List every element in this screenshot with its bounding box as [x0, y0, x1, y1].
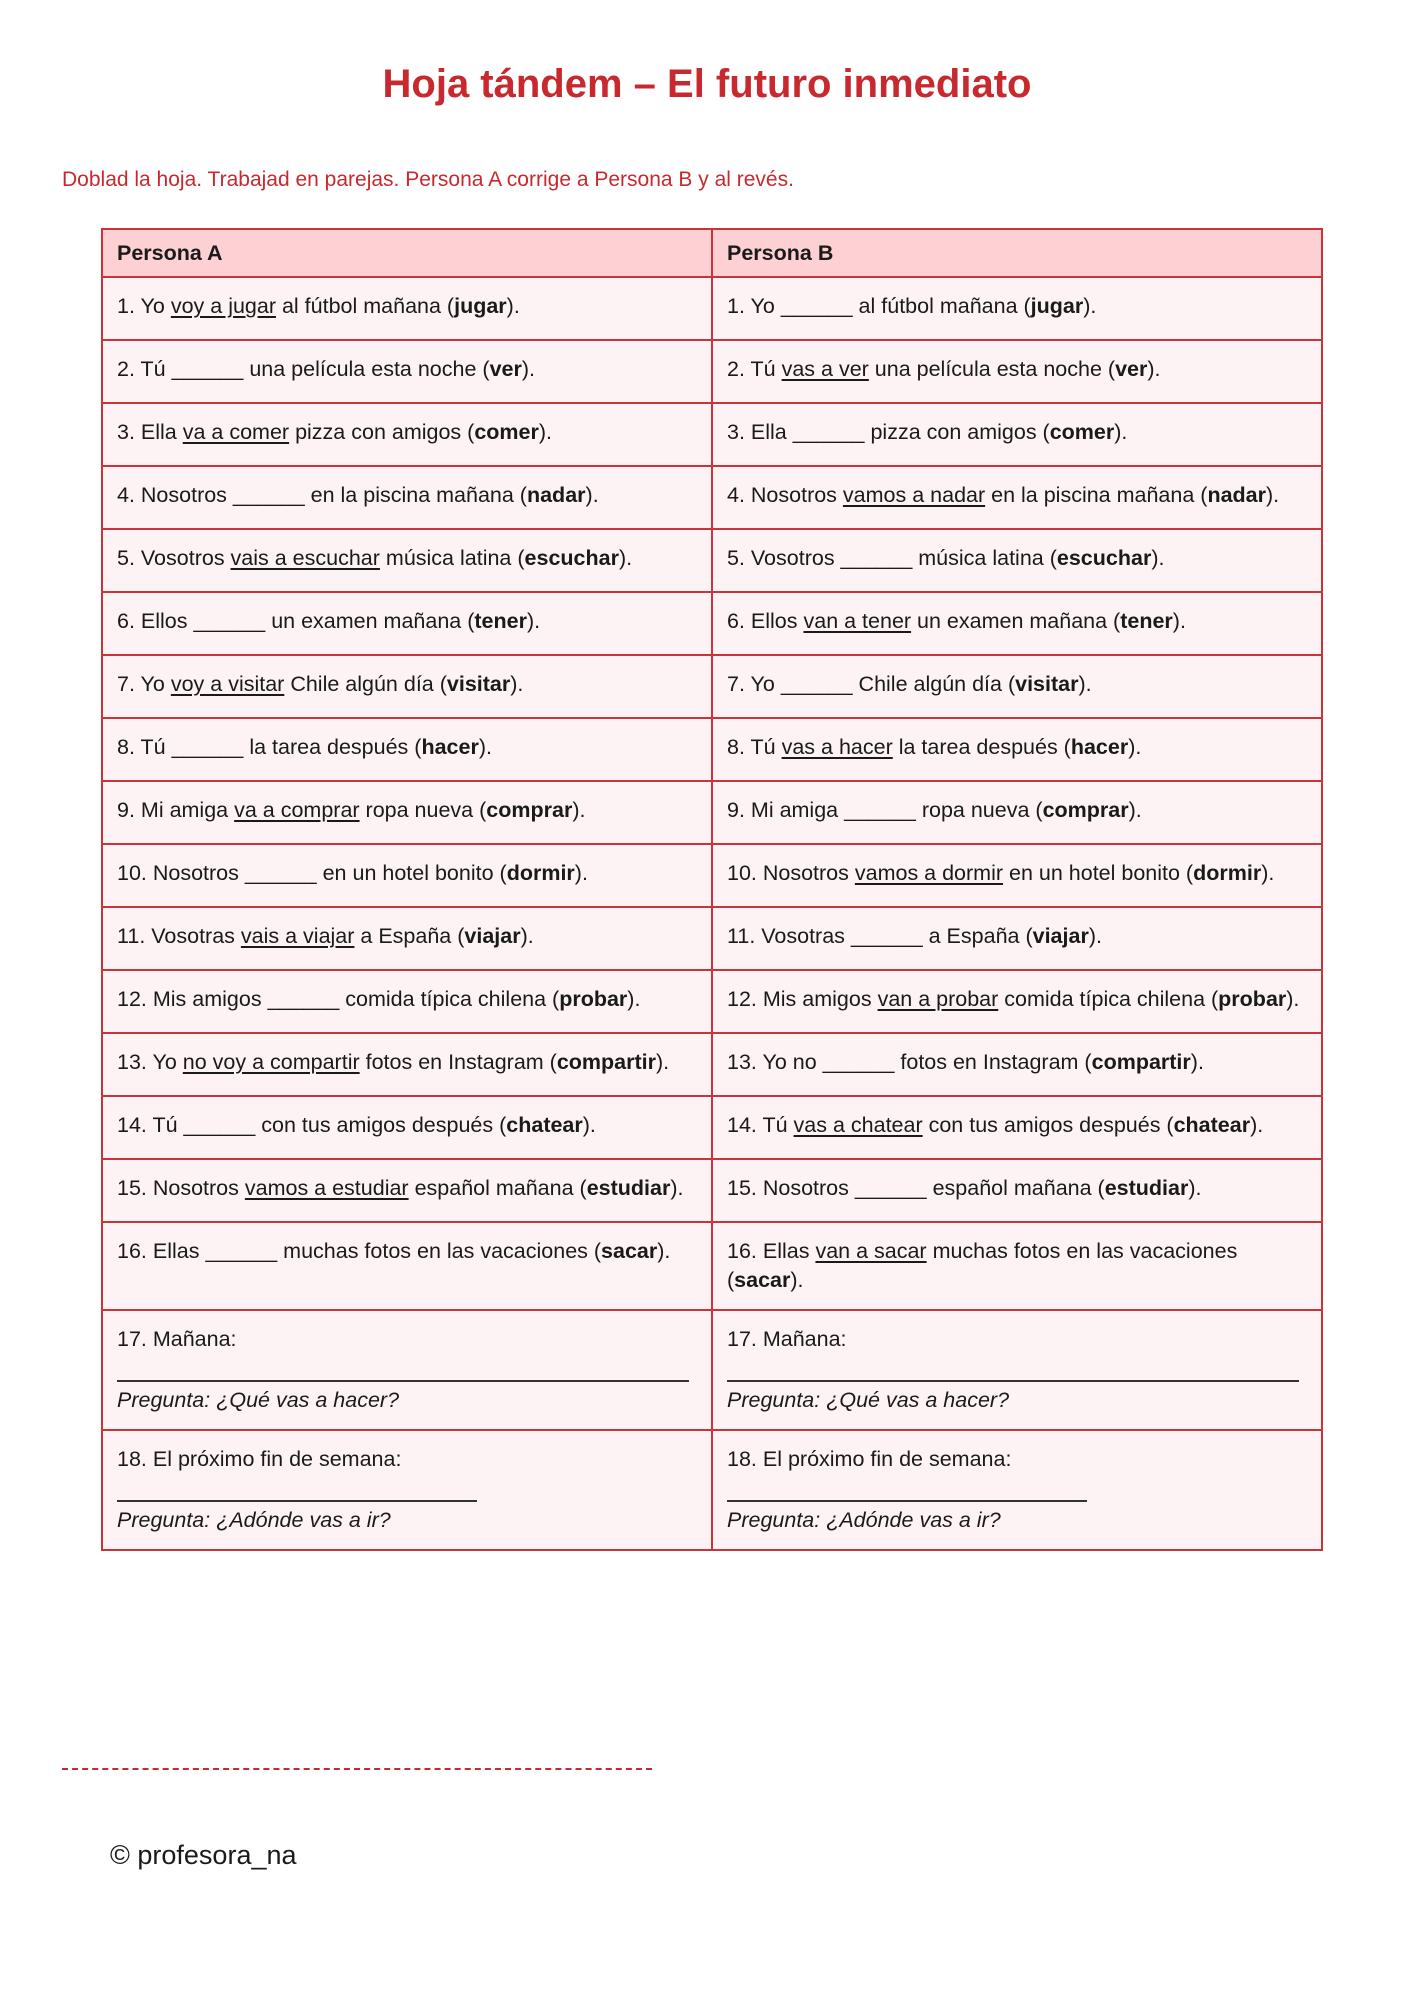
- open-prompt: 17. Mañana:: [727, 1327, 847, 1351]
- answer-line[interactable]: [117, 1354, 689, 1382]
- sentence-cell-b: [712, 1033, 1322, 1096]
- answer: vas a ver: [781, 357, 869, 381]
- sentence-start: 3. Ella: [117, 420, 183, 444]
- sentence-rest: comida típica chilena (: [998, 987, 1219, 1011]
- cut-line: [62, 1768, 652, 1770]
- answer: voy a visitar: [170, 672, 285, 696]
- verb-hint: visitar: [446, 672, 511, 696]
- sentence-rest: muchas fotos en las vacaciones (: [277, 1239, 602, 1263]
- sentence-rest: Chile algún día (: [284, 672, 447, 696]
- blank: ______: [844, 798, 916, 822]
- table-row: [102, 1033, 1322, 1096]
- sentence-cell-a: [102, 718, 712, 781]
- verb-hint: comprar: [1042, 798, 1129, 822]
- answer: vais a viajar: [240, 924, 355, 948]
- verb-hint: escuchar: [524, 546, 619, 570]
- verb-hint: probar: [559, 987, 628, 1011]
- sentence-end: ).: [1088, 924, 1102, 948]
- sentence-start: 9. Mi amiga: [117, 798, 235, 822]
- verb-hint: tener: [474, 609, 527, 633]
- sentence-cell-b: [712, 340, 1322, 403]
- sentence-cell-b: [712, 592, 1322, 655]
- open-prompt: 18. El próximo fin de semana:: [117, 1447, 402, 1471]
- verb-hint: escuchar: [1056, 546, 1152, 570]
- sentence-end: ).: [538, 420, 552, 444]
- sentence-start: 7. Yo: [117, 672, 171, 696]
- table-row: [102, 907, 1322, 970]
- verb-hint: sacar: [734, 1268, 791, 1292]
- sentence-end: ).: [574, 861, 588, 885]
- sentence-start: 11. Vosotras: [117, 924, 241, 948]
- sentence-rest: música latina (: [379, 546, 525, 570]
- sentence-cell-b: [712, 1096, 1322, 1159]
- sentence-end: ).: [627, 987, 641, 1011]
- sentence-start: 10. Nosotros: [727, 861, 855, 885]
- sentence-end: ).: [1114, 420, 1128, 444]
- sentence-cell-b: [712, 970, 1322, 1033]
- verb-hint: comer: [1049, 420, 1115, 444]
- blank: ______: [780, 672, 853, 696]
- sentence-rest: una película esta noche (: [243, 357, 490, 381]
- sentence-rest: español mañana (: [408, 1176, 587, 1200]
- sentence-rest: fotos en Instagram (: [894, 1050, 1092, 1074]
- sentence-rest: al fútbol mañana (: [276, 294, 455, 318]
- answer: va a comprar: [234, 798, 360, 822]
- verb-hint: tener: [1120, 609, 1173, 633]
- sentence-end: ).: [1250, 1113, 1264, 1137]
- sentence-end: ).: [1151, 546, 1165, 570]
- page-title: Hoja tándem – El futuro inmediato: [382, 62, 1032, 106]
- sentence-cell-a: [102, 592, 712, 655]
- answer: van a tener: [803, 609, 912, 633]
- verb-hint: sacar: [601, 1239, 658, 1263]
- question-prompt: Pregunta: ¿Qué vas a hacer?: [117, 1388, 400, 1412]
- sentence-rest: en la piscina mañana (: [304, 483, 527, 507]
- sentence-end: ).: [657, 1239, 671, 1263]
- verb-hint: hacer: [1070, 735, 1129, 759]
- sentence-rest: la tarea después (: [243, 735, 422, 759]
- sentence-start: 6. Ellos: [117, 609, 194, 633]
- verb-hint: chatear: [506, 1113, 583, 1137]
- sentence-cell-b: [712, 1159, 1322, 1222]
- blank: ______: [840, 546, 913, 570]
- table-row: [102, 277, 1322, 340]
- question-prompt: Pregunta: ¿Adónde vas a ir?: [727, 1508, 1001, 1532]
- verb-hint: estudiar: [586, 1176, 671, 1200]
- sentence-rest: español mañana (: [926, 1176, 1105, 1200]
- open-cell-b: [712, 1430, 1322, 1550]
- sentence-cell-b: [712, 781, 1322, 844]
- sentence-end: ).: [1147, 357, 1161, 381]
- sentence-end: ).: [478, 735, 492, 759]
- sentence-cell-a: [102, 1096, 712, 1159]
- sentence-rest: la tarea después (: [892, 735, 1071, 759]
- verb-hint: chatear: [1173, 1113, 1251, 1137]
- sentence-rest: con tus amigos después (: [922, 1113, 1174, 1137]
- sentence-start: 15. Nosotros: [117, 1176, 245, 1200]
- verb-hint: dormir: [1193, 861, 1262, 885]
- blank: ______: [854, 1176, 927, 1200]
- sentence-end: ).: [520, 924, 534, 948]
- answer: vamos a dormir: [854, 861, 1004, 885]
- sentence-start: 4. Nosotros: [117, 483, 233, 507]
- answer: no voy a compartir: [182, 1050, 360, 1074]
- sentence-end: ).: [1172, 609, 1186, 633]
- sentence-start: 14. Tú: [117, 1113, 184, 1137]
- sentence-end: ).: [1190, 1050, 1204, 1074]
- blank: ______: [232, 483, 305, 507]
- sentence-rest: un examen mañana (: [265, 609, 475, 633]
- sentence-rest: en un hotel bonito (: [1003, 861, 1194, 885]
- sentence-cell-b: [712, 466, 1322, 529]
- sentence-cell-b: [712, 1222, 1322, 1310]
- sentence-rest: en un hotel bonito (: [316, 861, 507, 885]
- sentence-rest: música latina (: [912, 546, 1057, 570]
- sentence-rest: con tus amigos después (: [255, 1113, 507, 1137]
- sentence-start: 15. Nosotros: [727, 1176, 855, 1200]
- sentence-cell-a: [102, 1159, 712, 1222]
- blank: ______: [171, 357, 244, 381]
- blank: ______: [267, 987, 340, 1011]
- answer: vas a hacer: [781, 735, 893, 759]
- answer-line[interactable]: [117, 1474, 477, 1502]
- sentence-rest: ropa nueva (: [915, 798, 1043, 822]
- table-row: [102, 1430, 1322, 1550]
- open-cell-b: [712, 1310, 1322, 1430]
- blank: ______: [183, 1113, 256, 1137]
- sentence-start: 12. Mis amigos: [727, 987, 878, 1011]
- sentence-cell-a: [102, 970, 712, 1033]
- sentence-start: 4. Nosotros: [727, 483, 843, 507]
- verb-hint: nadar: [526, 483, 586, 507]
- sentence-end: ).: [670, 1176, 684, 1200]
- sentence-end: ).: [572, 798, 586, 822]
- sentence-start: 1. Yo: [727, 294, 781, 318]
- table-row: [102, 592, 1322, 655]
- sentence-start: 12. Mis amigos: [117, 987, 268, 1011]
- sentence-rest: a España (: [922, 924, 1033, 948]
- answer: vamos a estudiar: [244, 1176, 409, 1200]
- answer: voy a jugar: [170, 294, 276, 318]
- verb-hint: hacer: [421, 735, 479, 759]
- sentence-start: 11. Vosotras: [727, 924, 851, 948]
- sentence-cell-b: [712, 907, 1322, 970]
- sentence-start: 5. Vosotros: [117, 546, 231, 570]
- answer: van a probar: [877, 987, 999, 1011]
- sentence-cell-a: [102, 1222, 712, 1310]
- sentence-start: 10. Nosotros: [117, 861, 245, 885]
- sentence-cell-a: [102, 907, 712, 970]
- sentence-start: 2. Tú: [727, 357, 782, 381]
- sentence-cell-a: [102, 781, 712, 844]
- verb-hint: comer: [474, 420, 539, 444]
- verb-hint: jugar: [454, 294, 507, 318]
- sentence-end: ).: [506, 294, 520, 318]
- verb-hint: visitar: [1015, 672, 1079, 696]
- sentence-start: 9. Mi amiga: [727, 798, 845, 822]
- sentence-end: ).: [1128, 735, 1142, 759]
- blank: ______: [792, 420, 865, 444]
- table-row: [102, 340, 1322, 403]
- table-row: [102, 970, 1322, 1033]
- sentence-rest: fotos en Instagram (: [359, 1050, 557, 1074]
- sentence-cell-b: [712, 844, 1322, 907]
- sentence-end: ).: [618, 546, 633, 570]
- table-row: [102, 1159, 1322, 1222]
- blank: ______: [780, 294, 853, 318]
- blank: ______: [822, 1050, 895, 1074]
- verb-hint: comprar: [486, 798, 573, 822]
- table-row: [102, 529, 1322, 592]
- sentence-start: 13. Yo no: [727, 1050, 823, 1074]
- open-cell-a: [102, 1430, 712, 1550]
- open-prompt: 17. Mañana:: [117, 1327, 237, 1351]
- sentence-cell-b: [712, 277, 1322, 340]
- table-body: [102, 277, 1322, 1550]
- sentence-end: ).: [582, 1113, 596, 1137]
- table-row: [102, 844, 1322, 907]
- table-row: [102, 1096, 1322, 1159]
- blank: ______: [171, 735, 244, 759]
- table-row: [102, 1222, 1322, 1310]
- sentence-cell-a: [102, 844, 712, 907]
- sentence-end: ).: [1083, 294, 1097, 318]
- sentence-end: ).: [790, 1268, 804, 1292]
- sentence-end: ).: [510, 672, 524, 696]
- answer: van a sacar: [815, 1239, 927, 1263]
- blank: ______: [850, 924, 923, 948]
- sentence-cell-a: [102, 403, 712, 466]
- sentence-start: 1. Yo: [117, 294, 171, 318]
- question-prompt: Pregunta: ¿Qué vas a hacer?: [727, 1388, 1010, 1412]
- tandem-table: [101, 228, 1323, 1551]
- verb-hint: dormir: [506, 861, 575, 885]
- sentence-end: ).: [521, 357, 536, 381]
- sentence-cell-b: [712, 655, 1322, 718]
- table-row: [102, 655, 1322, 718]
- sentence-start: 3. Ella: [727, 420, 793, 444]
- sentence-end: ).: [1188, 1176, 1202, 1200]
- sentence-rest: muchas fotos en las vacaciones (: [727, 1239, 1238, 1292]
- sentence-start: 14. Tú: [727, 1113, 794, 1137]
- answer: va a comer: [182, 420, 290, 444]
- header-persona-b: Persona B: [712, 229, 1322, 277]
- verb-hint: compartir: [1091, 1050, 1191, 1074]
- sentence-cell-a: [102, 466, 712, 529]
- sentence-start: 16. Ellas: [727, 1239, 816, 1263]
- verb-hint: nadar: [1207, 483, 1266, 507]
- verb-hint: compartir: [556, 1050, 656, 1074]
- sentence-end: ).: [1078, 672, 1092, 696]
- sentence-start: 7. Yo: [727, 672, 781, 696]
- header-persona-a: Persona A: [102, 229, 712, 277]
- sentence-rest: un examen mañana (: [911, 609, 1121, 633]
- sentence-end: ).: [585, 483, 599, 507]
- sentence-start: 5. Vosotros: [727, 546, 841, 570]
- sentence-start: 16. Ellas: [117, 1239, 206, 1263]
- sentence-cell-b: [712, 403, 1322, 466]
- sentence-rest: pizza con amigos (: [864, 420, 1050, 444]
- sentence-cell-b: [712, 529, 1322, 592]
- sentence-start: 2. Tú: [117, 357, 172, 381]
- blank: ______: [205, 1239, 278, 1263]
- sentence-rest: comida típica chilena (: [339, 987, 560, 1011]
- sentence-rest: una película esta noche (: [868, 357, 1116, 381]
- verb-hint: viajar: [1032, 924, 1089, 948]
- verb-hint: probar: [1218, 987, 1287, 1011]
- verb-hint: ver: [1115, 357, 1148, 381]
- sentence-cell-a: [102, 340, 712, 403]
- sentence-rest: pizza con amigos (: [289, 420, 475, 444]
- sentence-rest: al fútbol mañana (: [852, 294, 1031, 318]
- open-cell-a: [102, 1310, 712, 1430]
- sentence-end: ).: [1128, 798, 1142, 822]
- table-row: [102, 718, 1322, 781]
- sentence-cell-a: [102, 529, 712, 592]
- open-prompt: 18. El próximo fin de semana:: [727, 1447, 1012, 1471]
- verb-hint: jugar: [1030, 294, 1084, 318]
- instructions: Doblad la hoja. Trabajad en parejas. Persona A corrige a Persona B y al revés.: [62, 168, 794, 191]
- sentence-rest: a España (: [354, 924, 465, 948]
- table-row: [102, 403, 1322, 466]
- blank: ______: [193, 609, 266, 633]
- copyright: © profesora_na: [110, 1840, 297, 1870]
- answer-line[interactable]: [727, 1354, 1299, 1382]
- sentence-start: 8. Tú: [117, 735, 172, 759]
- table-row: [102, 1310, 1322, 1430]
- sentence-end: ).: [526, 609, 541, 633]
- sentence-rest: en la piscina mañana (: [985, 483, 1208, 507]
- verb-hint: estudiar: [1104, 1176, 1189, 1200]
- sentence-rest: ropa nueva (: [359, 798, 487, 822]
- sentence-cell-b: [712, 718, 1322, 781]
- sentence-start: 13. Yo: [117, 1050, 183, 1074]
- sentence-end: ).: [1266, 483, 1280, 507]
- answer: vamos a nadar: [842, 483, 986, 507]
- sentence-rest: Chile algún día (: [852, 672, 1016, 696]
- question-prompt: Pregunta: ¿Adónde vas a ir?: [117, 1508, 391, 1532]
- sentence-end: ).: [656, 1050, 670, 1074]
- sentence-start: 6. Ellos: [727, 609, 804, 633]
- verb-hint: ver: [489, 357, 522, 381]
- sentence-end: ).: [1286, 987, 1300, 1011]
- sentence-end: ).: [1261, 861, 1275, 885]
- answer: vais a escuchar: [230, 546, 380, 570]
- sentence-cell-a: [102, 655, 712, 718]
- sentence-cell-a: [102, 277, 712, 340]
- sentence-cell-a: [102, 1033, 712, 1096]
- table-header-row: [102, 229, 1322, 277]
- verb-hint: viajar: [464, 924, 521, 948]
- table-row: [102, 466, 1322, 529]
- blank: ______: [244, 861, 317, 885]
- answer: vas a chatear: [793, 1113, 923, 1137]
- sentence-start: 8. Tú: [727, 735, 782, 759]
- answer-line[interactable]: [727, 1474, 1087, 1502]
- table-row: [102, 781, 1322, 844]
